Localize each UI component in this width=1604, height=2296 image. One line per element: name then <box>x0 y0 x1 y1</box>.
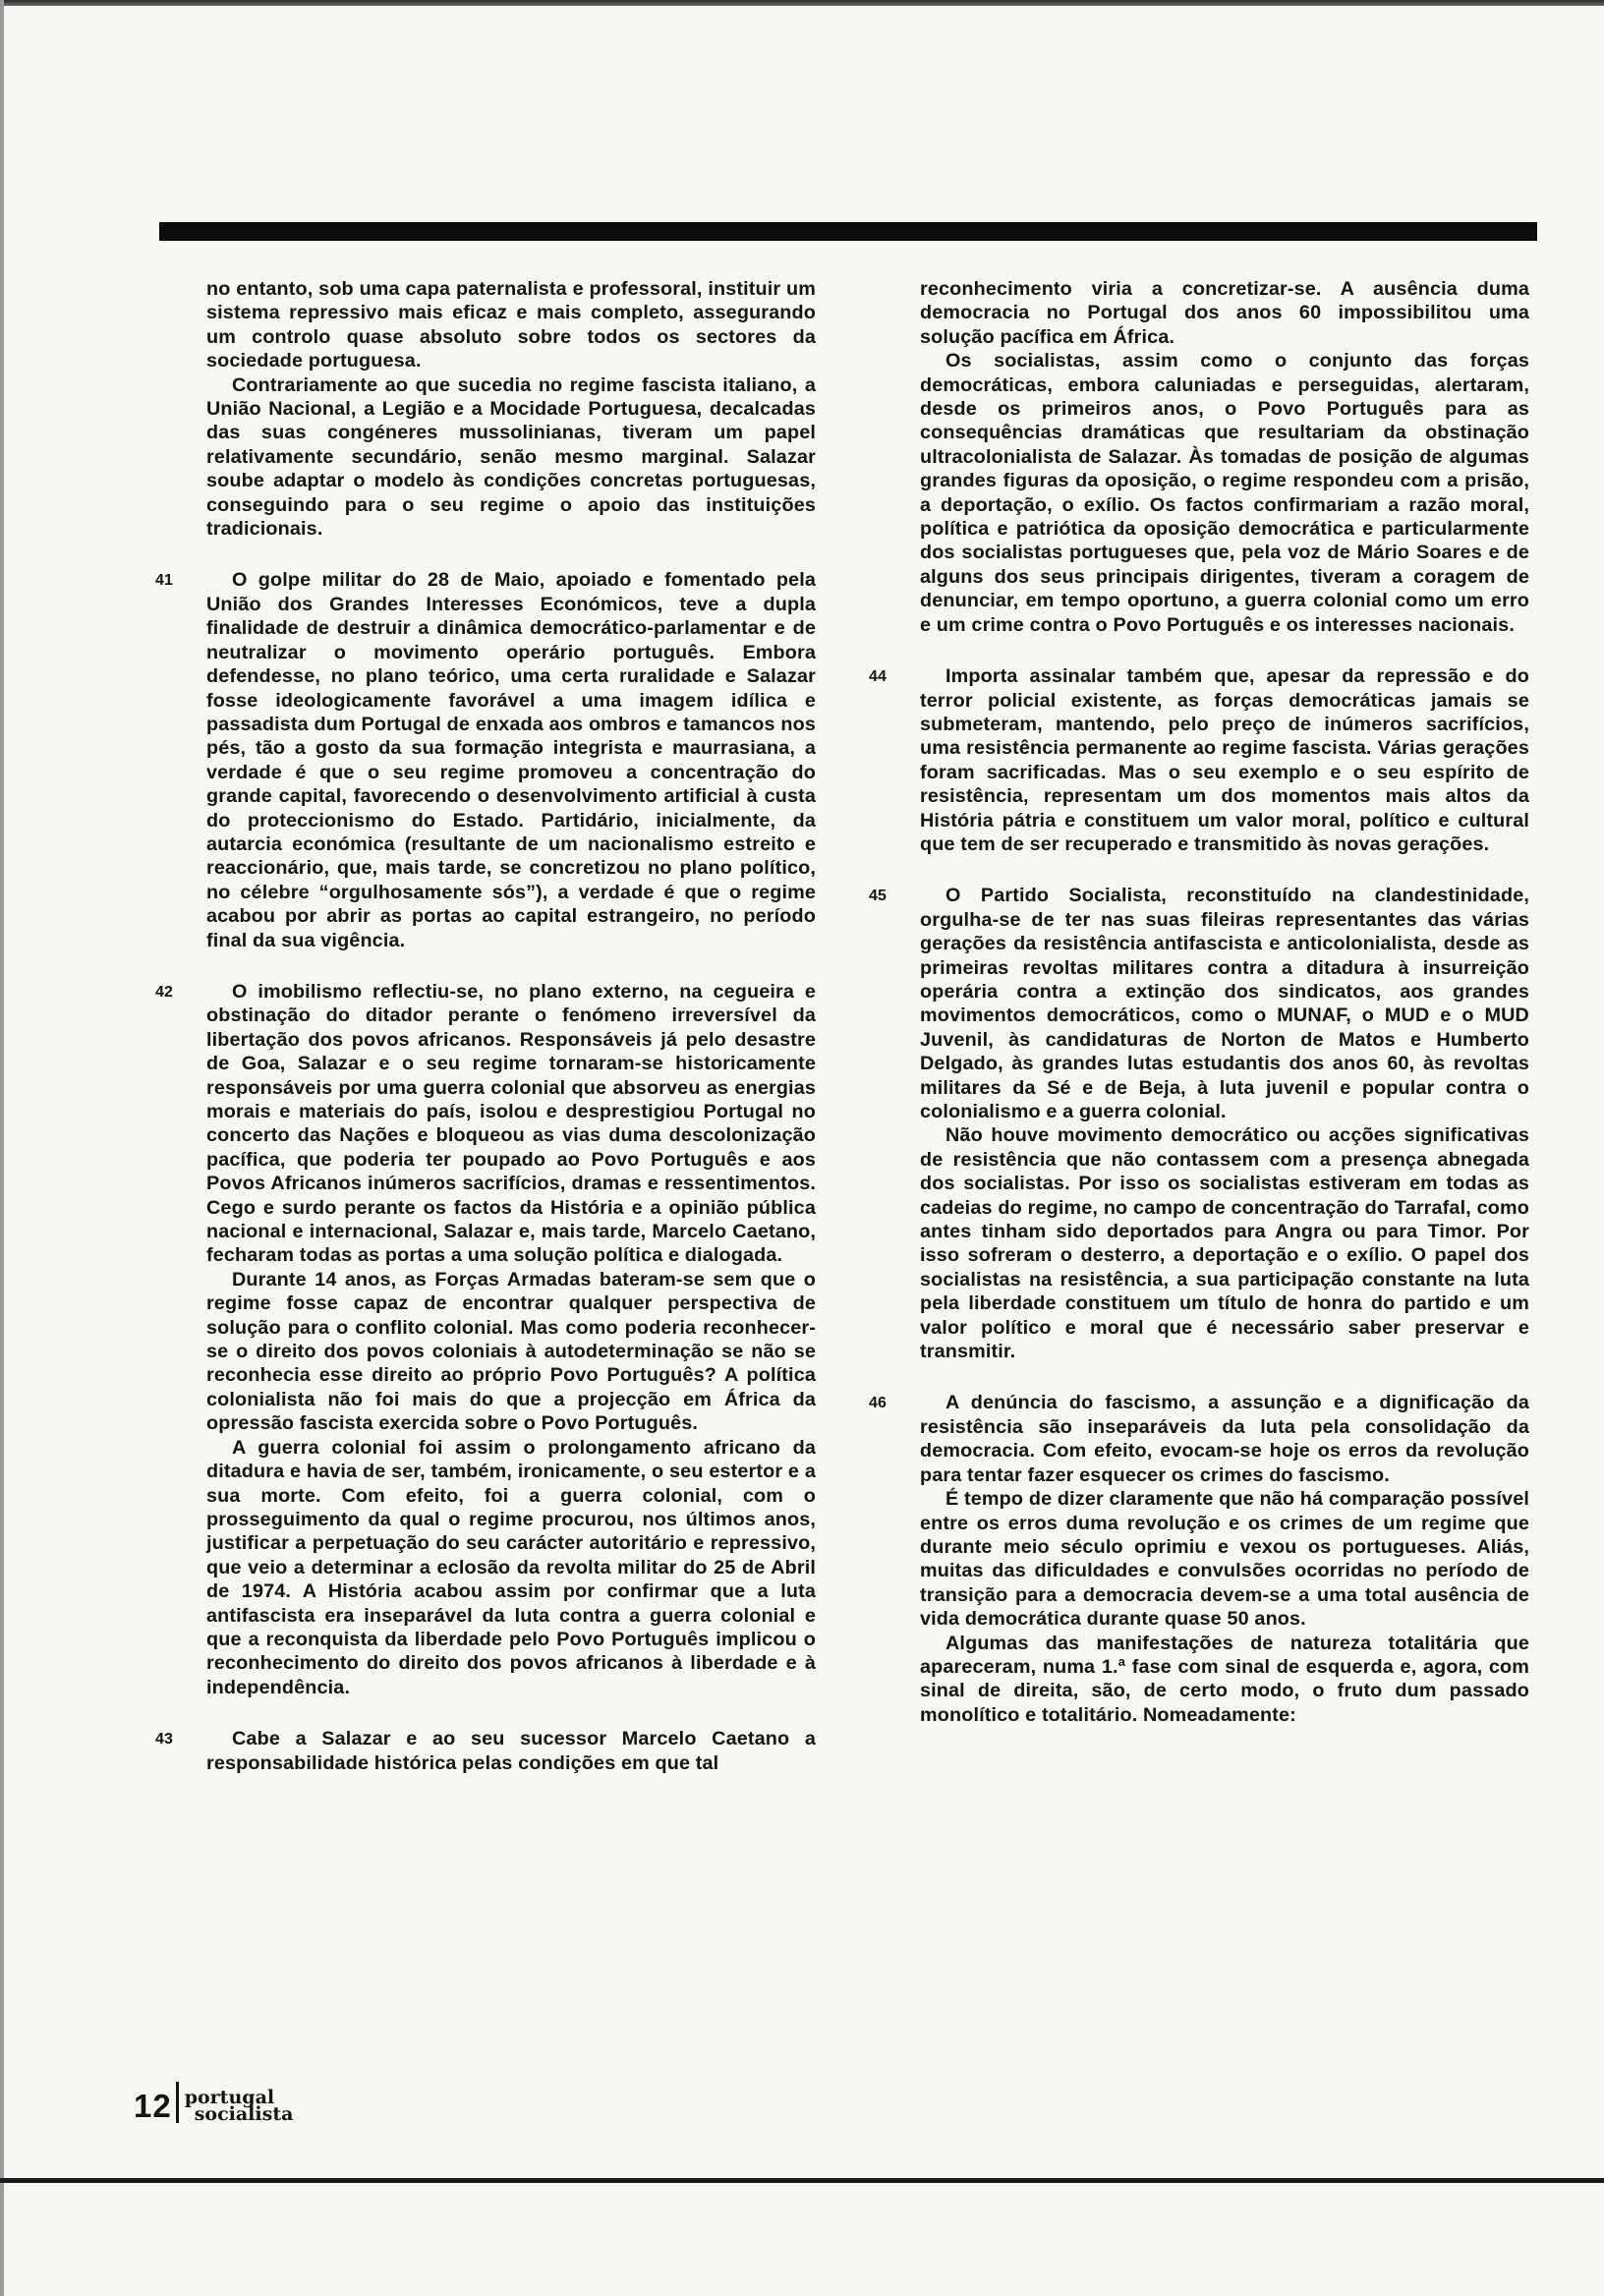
paragraph: no entanto, sob uma capa paternalista e professoral, instituir um sistema repressivo mais eficaz e mais completo, assegurando um controlo quase absoluto sobre todos os sectores da sociedade portuguesa. <box>206 278 816 373</box>
section-number: 41 <box>155 572 174 590</box>
section-43 <box>155 1727 816 1775</box>
section-number: 44 <box>869 668 888 686</box>
section-41 <box>155 568 816 952</box>
paragraph: A guerra colonial foi assim o prolongamento africano da ditadura e havia de ser, também, ironicamente, o seu estertor e a sua morte. Com efeito, foi a guerra colonial, com o prosseguimento da qual o regime procurou, nos últimos anos, justificar a perpetuação do seu carácter autoritário e repressivo, que veio a determinar a eclosão da revolta militar do 25 de Abril de 1974. A História acabou assim por confirmar que a luta antifascista era inseparável da luta contra a guerra colonial e que a reconquista da liberdade pelo Povo Português implicou o reconhecimento do direito dos povos africanos à liberdade e à independência. <box>206 1436 816 1698</box>
paragraph: O golpe militar do 28 de Maio, apoiado e fomentado pela União dos Grandes Interesses Económicos, teve a dupla finalidade de destruir a dinâmica democrático-parlamentar e de neutralizar o movimento operário português. Embora defendesse, no plano teórico, uma certa ruralidade e Salazar fosse ideologicamente favorável a uma imagem idílica e passadista dum Portugal de enxada aos ombros e tamancos nos pés, tão a gosto da sua formação integrista e maurrasiana, a verdade é que o seu regime promoveu a concentração do grande capital, favorecendo o desenvolvimento artificial à custa do proteccionismo do Estado. Partidário, inicialmente, da autarcia económica (resultante de um nacionalismo estreito e reaccionário, que, mais tarde, se concretizou no plano político, no célebre “orgulhosamente sós”), a verdade é que o regime acabou por abrir as portas ao capital estrangeiro, no período final da sua vigência. <box>206 569 816 951</box>
paragraph: Cabe a Salazar e ao seu sucessor Marcelo Caetano a responsabilidade histórica pelas condições em que tal <box>206 1728 816 1774</box>
paragraph: O Partido Socialista, reconstituído na clandestinidade, orgulha-se de ter nas suas fileiras representantes das várias gerações da resistência antifascista e anticolonialista, desde as primeiras revoltas militares contra a ditadura à insurreição operária contra a extinção dos sindicatos, aos grandes movimentos democráticos, como o MUNAF, o MUD e o MUD Juvenil, às candidaturas de Norton de Matos e Humberto Delgado, às grandes lutas estudantis dos anos 60, às revoltas militares da Sé e de Beja, à luta juvenil e popular contra o colonialismo e a guerra colonial. <box>920 885 1529 1122</box>
paragraph: Não houve movimento democrático ou acções significativas de resistência que não contassem com a presença abnegada dos socialistas. Por isso os socialistas estiveram em todas as cadeias do regime, no campo de concentração do Tarrafal, como antes tinham sido deportados para Angra ou para Timor. Por isso sofreram o desterro, a deportação e o exílio. O papel dos socialistas na resistência, a sua participação constante na luta pela liberdade constituem um título de honra do partido e um valor político e moral que é necessário saber preservar e transmitir. <box>920 1124 1529 1363</box>
section-continued <box>206 277 816 541</box>
right-column <box>869 277 1529 1727</box>
section-continued <box>920 277 1529 637</box>
paragraph: Contrariamente ao que sucedia no regime fascista italiano, a União Nacional, a Legião e a Mocidade Portuguesa, decalcadas das suas congéneres mussolinianas, tiveram um papel relativamente secundário, senão mesmo marginal. Salazar soube adaptar o modelo às condições concretas portuguesas, conseguindo para o seu regime o apoio das instituições tradicionais. <box>206 373 816 541</box>
paragraph: Os socialistas, assim como o conjunto das forças democráticas, embora caluniadas e perseguidas, alertaram, desde os primeiros anos, o Povo Português para as consequências dramáticas que resultariam da obstinação ultracolonialista de Salazar. Às tomadas de posição de algumas grandes figuras da oposição, o regime respondeu com a prisão, a deportação, o exílio. Os factos confirmariam a razão moral, política e patriótica da oposição democrática e particularmente dos socialistas portugueses que, pela voz de Mário Soares e de alguns dos seus principais dirigentes, tiveram a coragem de denunciar, em tempo oportuno, a guerra colonial como um erro e um crime contra o Povo Português e os interesses nacionais. <box>920 350 1529 636</box>
publication-masthead <box>184 2087 294 2125</box>
section-42 <box>155 980 816 1699</box>
footer-rule <box>0 2178 1604 2183</box>
paragraph: Durante 14 anos, as Forças Armadas bateram-se sem que o regime fosse capaz de encontrar qualquer perspectiva de solução para o conflito colonial. Mas como poderia reconhecer-se o direito dos povos coloniais à autodeterminação se não se reconhecia esse direito ao próprio Povo Português? A política colonialista não foi mais do que a projecção em África da opressão fascista exercida sobre o Povo Português. <box>206 1268 816 1435</box>
scan-edge-left <box>0 0 4 2296</box>
section-45 <box>869 884 1529 1363</box>
masthead-line-1: portugal <box>184 2087 275 2108</box>
section-number: 46 <box>869 1395 888 1412</box>
page-footer <box>134 2078 293 2123</box>
section-number: 45 <box>869 888 888 905</box>
section-44 <box>869 664 1529 856</box>
footer-separator <box>176 2082 179 2123</box>
scan-edge-top <box>0 0 1604 6</box>
paragraph: Algumas das manifestações de natureza totalitária que apareceram, numa 1.ª fase com sinal de esquerda e, agora, com sinal de direita, são, de certo modo, o fruto dum passado monolítico e totalitário. Nomeadamente: <box>920 1632 1529 1726</box>
left-column <box>155 277 816 1775</box>
page-number: 12 <box>134 2088 172 2124</box>
section-46 <box>869 1391 1529 1727</box>
section-number: 43 <box>155 1731 174 1749</box>
header-rule <box>159 222 1537 241</box>
paragraph: O imobilismo reflectiu-se, no plano externo, na cegueira e obstinação do ditador perante o fenómeno irreversível da libertação dos povos africanos. Responsáveis já pelo desastre de Goa, Salazar e o seu regime tornaram-se historicamente responsáveis por uma guerra colonial que absorveu as energias morais e materiais do país, isolou e desprestigiou Portugal no concerto das Nações e bloqueou as vias duma descolonização pacífica, que poderia ter poupado ao Povo Português e aos Povos Africanos inúmeros sacrifícios, dramas e ressentimentos. Cego e surdo perante os factos da História e a opinião pública nacional e internacional, Salazar e, mais tarde, Marcelo Caetano, fecharam todas as portas a uma solução política e dialogada. <box>206 980 816 1267</box>
section-number: 42 <box>155 983 174 1001</box>
masthead-line-2: socialista <box>194 2103 294 2125</box>
paragraph: É tempo de dizer claramente que não há comparação possível entre os erros duma revolução e os crimes de um regime que durante meio século oprimiu e vexou os portugueses. Aliás, muitas das dificuldades e convulsões ocorridas no período de transição para a democracia devem-se a uma total ausência de vida democrática durante quase 50 anos. <box>920 1488 1529 1631</box>
paragraph: reconhecimento viria a concretizar-se. A ausência duma democracia no Portugal dos anos 60 impossibilitou uma solução pacífica em África. <box>920 278 1529 348</box>
paragraph: A denúncia do fascismo, a assunção e a dignificação da resistência são inseparáveis da luta pela consolidação da democracia. Com efeito, evocam-se hoje os erros da revolução para tentar fazer esquecer os crimes do fascismo. <box>920 1392 1529 1486</box>
paragraph: Importa assinalar também que, apesar da repressão e do terror policial existente, as forças democráticas jamais se submeteram, mantendo, pelo preço de inúmeros sacrifícios, uma resistência permanente ao regime fascista. Várias gerações foram sacrificadas. Mas o seu exemplo e o seu espírito de resistência, representam um dos momentos mais altos da História pátria e constituem um valor moral, político e cultural que tem de ser recuperado e transmitido às novas gerações. <box>920 665 1529 855</box>
